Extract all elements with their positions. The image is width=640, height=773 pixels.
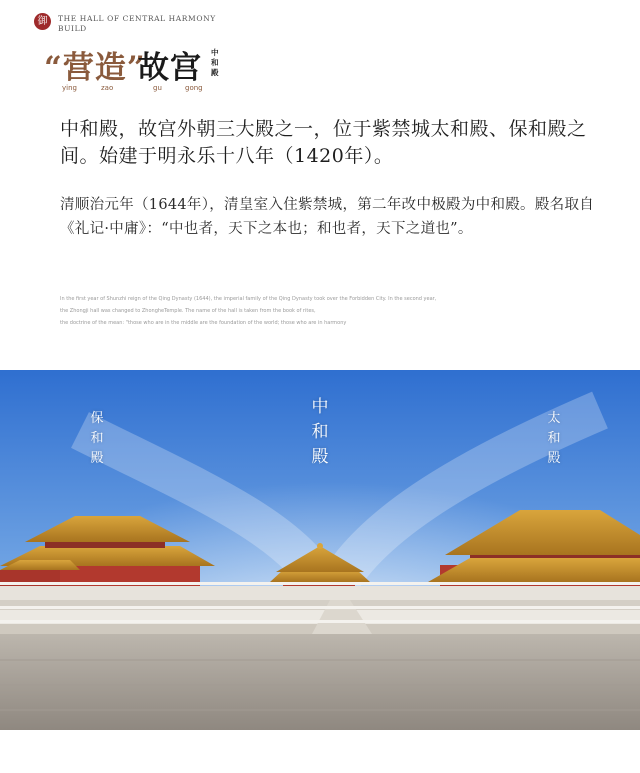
- body-paragraph: 清顺治元年（1644年），清皇室入住紫禁城，第二年改中极殿为中和殿。殿名取自《礼记·中庸》：“中也者，天下之本也；和也者，天下之道也”。: [60, 197, 595, 237]
- marble-terraces: [0, 582, 640, 634]
- english-line: the Zhongji hall was changed to ZhongheTemple. The name of the hall is taken from the book of rites,: [60, 308, 316, 314]
- label-zhonghe: [309, 395, 331, 470]
- mini-char: 中: [211, 48, 219, 57]
- pinyin-ying: ying: [62, 84, 77, 92]
- palace-photo: [0, 370, 640, 730]
- label-taihe: [546, 409, 562, 469]
- english-line: In the first year of Shunzhi reign of the Qing Dynasty (1644), the imperial family of the Qing Dynasty took over the Forbidden City. In the second year,: [60, 296, 437, 302]
- courtyard: [0, 632, 640, 730]
- label-char: 中: [311, 397, 329, 417]
- label-char: 太: [547, 411, 561, 426]
- seal-icon: 御: [34, 13, 51, 30]
- label-char: 殿: [547, 451, 561, 466]
- label-baohe: [89, 409, 105, 469]
- label-char: 和: [90, 431, 104, 446]
- brand-line-1: THE HALL OF CENTRAL HARMONY: [58, 14, 216, 23]
- pinyin-gong: gong: [185, 84, 203, 92]
- pinyin-zao: zao: [101, 84, 114, 92]
- label-char: 和: [547, 431, 561, 446]
- mini-vertical-label: [211, 48, 221, 78]
- header: [0, 0, 640, 110]
- english-translation: [60, 293, 600, 329]
- brand-line-2: BUILD: [58, 24, 87, 33]
- mini-char: 殿: [211, 68, 219, 77]
- label-char: 殿: [311, 447, 329, 467]
- lead-paragraph: 中和殿，故宫外朝三大殿之一，位于紫禁城太和殿、保和殿之间。始建于明永乐十八年（1420年）。: [60, 118, 587, 167]
- label-char: 殿: [90, 451, 104, 466]
- title-gugong: 故宫: [138, 50, 202, 86]
- english-line: the doctrine of the mean: "those who are in the middle are the foundation of the world; those who are in harmony: [60, 320, 347, 326]
- mini-char: 和: [211, 58, 219, 67]
- pinyin-gu: gu: [153, 84, 162, 92]
- label-char: 保: [90, 411, 104, 426]
- brand-text: [58, 14, 216, 34]
- label-char: 和: [311, 422, 329, 442]
- title-yingzao: “营造”: [44, 50, 146, 86]
